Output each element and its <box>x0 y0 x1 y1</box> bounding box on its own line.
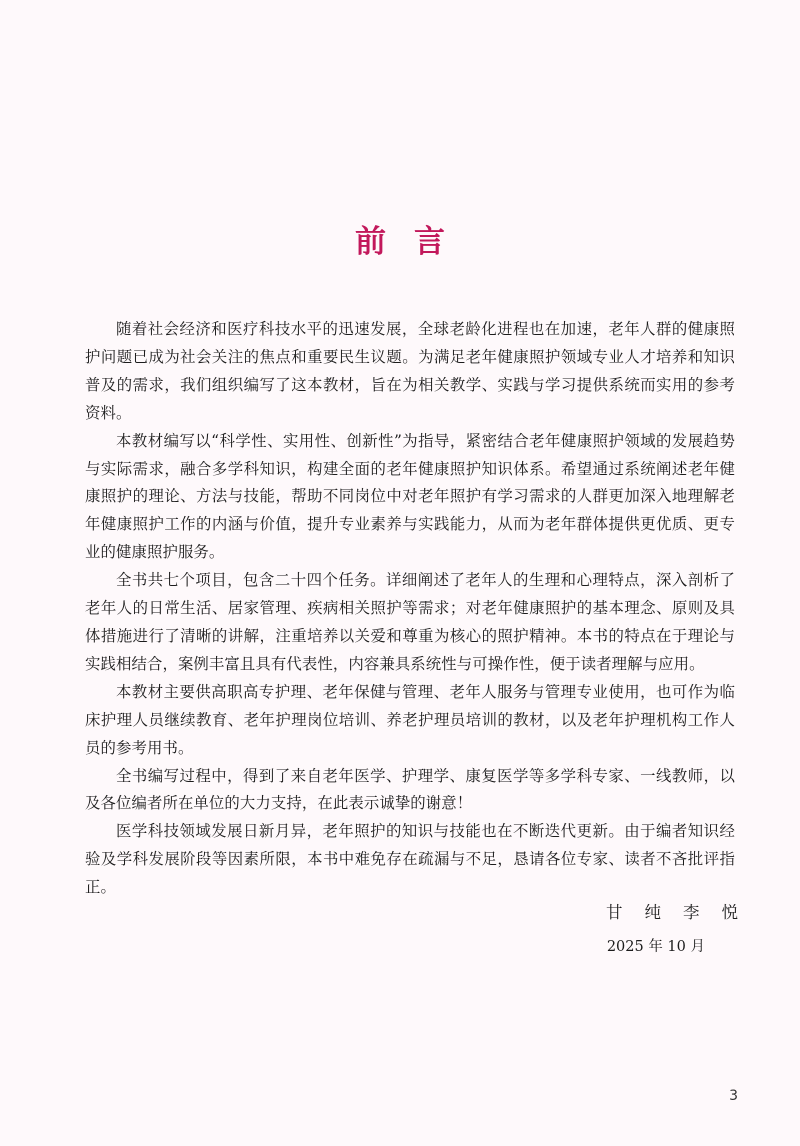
preface-body <box>85 316 735 902</box>
page-title: 前言 <box>355 223 473 260</box>
paragraph-6: 医学科技领域发展日新月异，老年照护的知识与技能也在不断迭代更新。由于编者知识经验及学科发展阶段等因素所限，本书中难免存在疏漏与不足，恳请各位专家、读者不吝批评指正。 <box>85 822 735 897</box>
page-number: 3 <box>729 1088 738 1104</box>
paragraph-3: 全书共七个项目，包含二十四个任务。详细阐述了老年人的生理和心理特点，深入剖析了老年人的日常生活、居家管理、疾病相关照护等需求；对老年健康照护的基本理念、原则及具体措施进行了清晰的讲解，注重培养以关爱和尊重为核心的照护精神。本书的特点在于理论与实践相结合，案例丰富且具有代表性，内容兼具系统性与可操作性，便于读者理解与应用。 <box>85 571 735 673</box>
author-signature: 甘纯李悦 <box>606 903 760 922</box>
paragraph-5: 全书编写过程中，得到了来自老年医学、护理学、康复医学等多学科专家、一线教师，以及各位编者所在单位的大力支持，在此表示诚挚的谢意！ <box>85 766 735 813</box>
date-line: 2025 年 10 月 <box>606 939 705 955</box>
paragraph-4: 本教材主要供高职高专护理、老年保健与管理、老年人服务与管理专业使用，也可作为临床护理人员继续教育、老年护理岗位培训、养老护理员培训的教材，以及老年护理机构工作人员的参考用书。 <box>85 682 735 757</box>
paragraph-1: 随着社会经济和医疗科技水平的迅速发展，全球老龄化进程也在加速，老年人群的健康照护问题已成为社会关注的焦点和重要民生议题。为满足老年健康照护领域专业人才培养和知识普及的需求，我们组织编写了这本教材，旨在为相关教学、实践与学习提供系统而实用的参考资料。 <box>85 320 735 422</box>
paragraph-2: 本教材编写以“科学性、实用性、创新性”为指导，紧密结合老年健康照护领域的发展趋势与实际需求，融合多学科知识，构建全面的老年健康照护知识体系。希望通过系统阐述老年健康照护的理论、方法与技能，帮助不同岗位中对老年照护有学习需求的人群更加深入地理解老年健康照护工作的内涵与价值，提升专业素养与实践能力，从而为老年群体提供更优质、更专业的健康照护服务。 <box>85 431 735 562</box>
